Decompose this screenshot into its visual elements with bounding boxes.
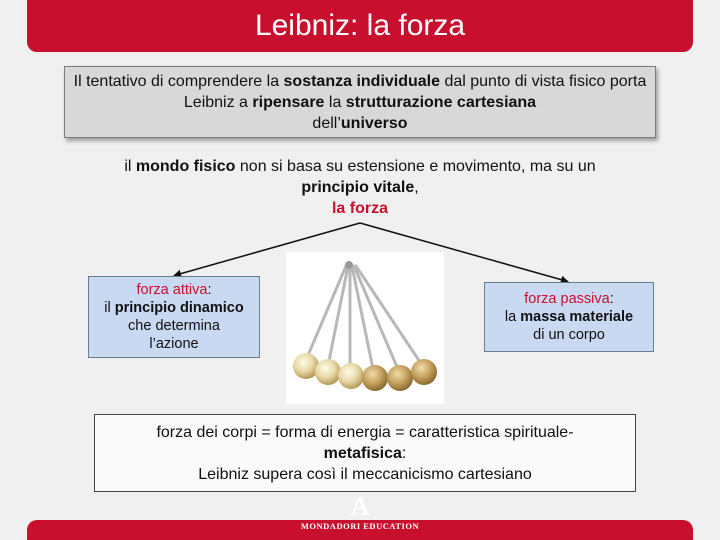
conclusion-box [94, 414, 636, 492]
forza-passiva-heading-line [485, 290, 653, 308]
bold-massa-materiale: massa materiale [520, 309, 634, 325]
forza-passiva-line-3: di un corpo [533, 327, 605, 343]
middle-text-part: il [124, 158, 136, 175]
forza-attiva-heading: forza attiva [136, 282, 208, 298]
intro-text-part: dal punto di vista fisico porta Leibniz a [183, 72, 647, 111]
bold-principio-dinamico: principio dinamico [114, 300, 244, 316]
colon: : [207, 282, 212, 298]
middle-red-la-forza: la forza [331, 200, 388, 217]
slide-title: Leibniz: la forza [254, 9, 466, 42]
newton-cradle-illustration [286, 252, 444, 404]
intro-text-part: Il tentativo di comprendere la [73, 72, 284, 90]
colon: : [401, 444, 407, 462]
forza-attiva-heading-line [89, 281, 259, 299]
forza-attiva-box [88, 276, 260, 358]
logo-text: MONDADORI EDUCATION [300, 521, 420, 531]
intro-bold-sostanza: sostanza individuale [283, 72, 441, 90]
publisher-logo [290, 494, 430, 540]
middle-text-part: , [414, 179, 419, 196]
forza-attiva-line-2 [89, 299, 259, 317]
forza-attiva-line-3: che determina [128, 318, 220, 334]
newton-cradle-image [286, 252, 444, 404]
text-part: la [504, 309, 521, 325]
intro-bold-universo: universo [340, 114, 408, 132]
colon: : [609, 291, 614, 307]
conclusion-line-1: forza dei corpi = forma di energia = caratteristica spirituale- [156, 423, 574, 441]
forza-passiva-box [484, 282, 654, 352]
conclusion-line-2 [95, 443, 635, 464]
middle-text-part: non si basa su estensione e movimento, ma su un [235, 158, 596, 175]
intro-bold-ripensare: ripensare [252, 93, 325, 111]
conclusion-bold-metafisica: metafisica [323, 444, 402, 462]
forza-passiva-line-2 [485, 308, 653, 326]
text-part: il [104, 300, 115, 316]
logo-mark-icon: A [350, 492, 370, 521]
intro-bold-strutturazione: strutturazione cartesiana [345, 93, 537, 111]
middle-bold-principio-vitale: principio vitale [301, 179, 415, 196]
middle-bold-mondo-fisico: mondo fisico [135, 158, 236, 175]
intro-text-part: dell’ [312, 114, 341, 132]
intro-text-part: la [324, 93, 346, 111]
conclusion-line-3: Leibniz supera così il meccanicismo cartesiano [198, 465, 532, 483]
forza-passiva-heading: forza passiva [524, 291, 610, 307]
forza-attiva-line-4: l’azione [149, 336, 199, 352]
